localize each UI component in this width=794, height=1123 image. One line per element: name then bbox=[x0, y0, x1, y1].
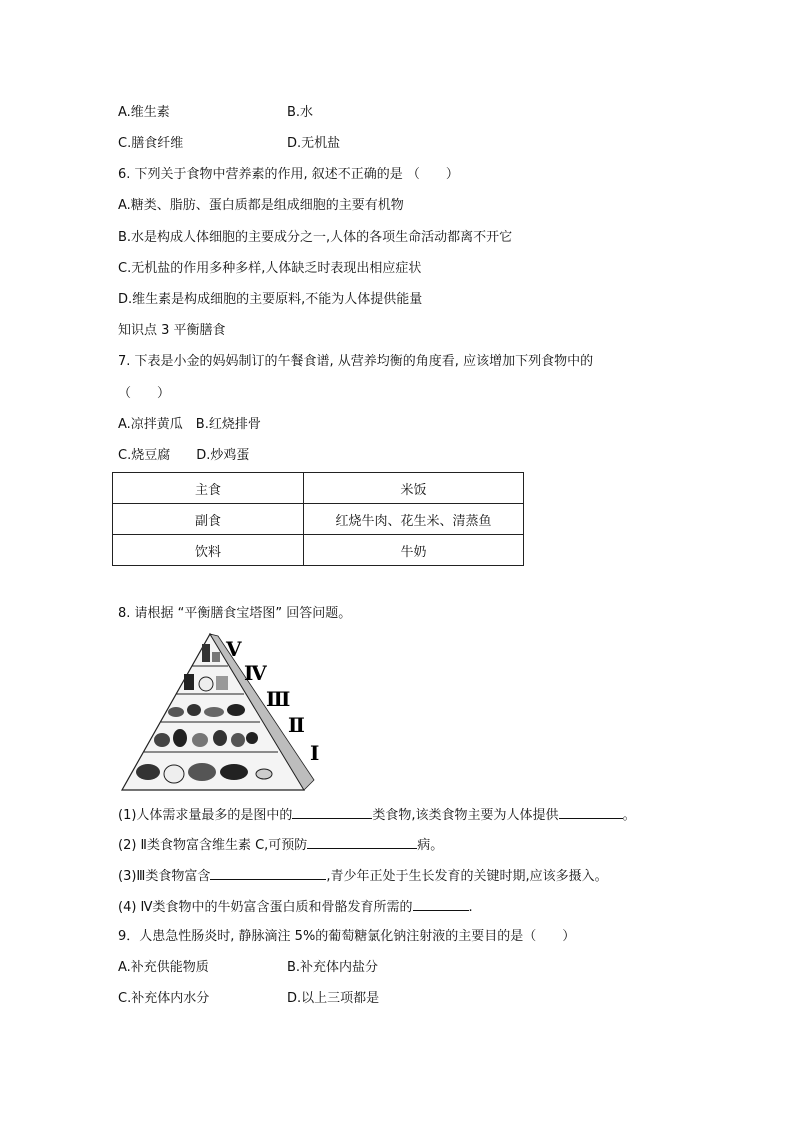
level-label-ii: Ⅱ bbox=[288, 713, 305, 737]
q9-stem: 9．人患急性肠炎时, 静脉滴注 5%的葡萄糖氯化钠注射液的主要目的是（ ） bbox=[118, 929, 576, 944]
level-label-iv: Ⅳ bbox=[244, 661, 267, 685]
answer-blank[interactable] bbox=[307, 835, 417, 849]
section-heading: 知识点 3 平衡膳食 bbox=[118, 323, 226, 338]
q9-option-b[interactable]: B.补充体内盐分 bbox=[287, 960, 379, 975]
level-label-v: Ⅴ bbox=[226, 637, 242, 661]
table-cell: 米饭 bbox=[304, 473, 524, 504]
table-cell: 主食 bbox=[113, 473, 304, 504]
answer-blank[interactable] bbox=[292, 805, 372, 819]
q5-option-d[interactable]: D.无机盐 bbox=[287, 136, 341, 151]
q7-answer-paren: （ ） bbox=[118, 386, 171, 401]
table-cell: 饮料 bbox=[113, 535, 304, 566]
q7-options-cd[interactable]: C.烧豆腐 D.炒鸡蛋 bbox=[118, 448, 250, 463]
table-row bbox=[113, 535, 524, 566]
q6-option-c[interactable]: C.无机盐的作用多种多样,人体缺乏时表现出相应症状 bbox=[118, 261, 422, 276]
q6-option-a[interactable]: A.糖类、脂肪、蛋白质都是组成细胞的主要有机物 bbox=[118, 198, 404, 213]
table-cell: 副食 bbox=[113, 504, 304, 535]
q8-part-4: (4) Ⅳ类食物中的牛奶富含蛋白质和骨骼发育所需的 . bbox=[118, 897, 473, 917]
table-cell: 牛奶 bbox=[304, 535, 524, 566]
q6-option-b[interactable]: B.水是构成人体细胞的主要成分之一,人体的各项生命活动都离不开它 bbox=[118, 230, 513, 245]
table-row bbox=[113, 504, 524, 535]
level-label-iii: Ⅲ bbox=[266, 687, 291, 711]
q8-stem: 8. 请根据 “平衡膳食宝塔图” 回答问题。 bbox=[118, 606, 352, 621]
q8-part-2: (2) Ⅱ类食物富含维生素 C,可预防 病。 bbox=[118, 835, 443, 855]
q5-option-b[interactable]: B.水 bbox=[287, 105, 314, 120]
food-pyramid-image bbox=[118, 630, 338, 792]
q9-option-d[interactable]: D.以上三项都是 bbox=[287, 991, 380, 1006]
answer-blank[interactable] bbox=[210, 866, 326, 880]
q6-option-d[interactable]: D.维生素是构成细胞的主要原料,不能为人体提供能量 bbox=[118, 292, 423, 307]
q9-option-a[interactable]: A.补充供能物质 bbox=[118, 960, 209, 975]
q5-option-c[interactable]: C.膳食纤维 bbox=[118, 136, 184, 151]
lunch-menu-table bbox=[112, 472, 524, 566]
q6-stem: 6. 下列关于食物中营养素的作用, 叙述不正确的是 （ ） bbox=[118, 167, 459, 182]
q8-part-1: (1)人体需求量最多的是图中的 类食物,该类食物主要为人体提供 。 bbox=[118, 805, 636, 825]
q8-part-3: (3)Ⅲ类食物富含 ,青少年正处于生长发育的关键时期,应该多摄入。 bbox=[118, 866, 608, 886]
q7-options-ab[interactable]: A.凉拌黄瓜 B.红烧排骨 bbox=[118, 417, 261, 432]
q5-option-a[interactable]: A.维生素 bbox=[118, 105, 170, 120]
level-label-i: Ⅰ bbox=[310, 741, 320, 765]
q9-option-c[interactable]: C.补充体内水分 bbox=[118, 991, 210, 1006]
answer-blank[interactable] bbox=[559, 805, 623, 819]
q7-stem: 7. 下表是小金的妈妈制订的午餐食谱, 从营养均衡的角度看, 应该增加下列食物中的 bbox=[118, 354, 594, 369]
answer-blank[interactable] bbox=[413, 897, 469, 911]
table-row bbox=[113, 473, 524, 504]
table-cell: 红烧牛肉、花生米、清蒸鱼 bbox=[304, 504, 524, 535]
